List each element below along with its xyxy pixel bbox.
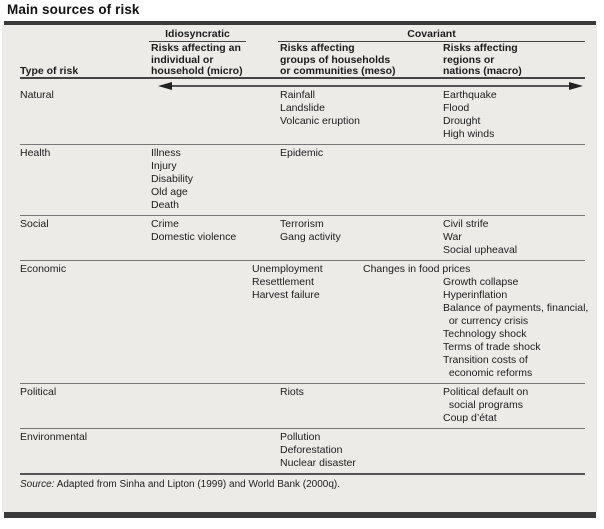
cell-meso: Epidemic — [280, 147, 324, 159]
table-row — [20, 429, 585, 475]
group-header-covariant: Covariant — [278, 28, 585, 42]
source-text: Adapted from Sinha and Lipton (1999) and World Bank (2000q). — [54, 479, 341, 490]
row-label: Natural — [20, 89, 54, 101]
cell-micro: Illness Injury Disability Old age Death — [151, 147, 194, 211]
table-body — [20, 87, 589, 475]
bottom-rule — [4, 512, 596, 518]
header-rule — [20, 77, 585, 79]
row-label: Social — [20, 218, 49, 230]
table-row — [20, 261, 589, 384]
cell-meso-macro: Changes in food prices — [363, 263, 471, 275]
cell-micro: Crime Domestic violence — [151, 218, 237, 243]
cell-meso: Rainfall Landslide Volcanic eruption — [280, 89, 360, 127]
row-label: Environmental — [20, 431, 88, 443]
table-row — [20, 87, 585, 145]
row-label: Political — [20, 386, 57, 398]
cell-macro: Political default on social programs Coup d’état — [443, 386, 529, 424]
source-note — [20, 479, 340, 490]
table-row — [20, 384, 585, 429]
cell-meso: Riots — [280, 386, 304, 398]
cell-macro: Earthquake Flood Drought High winds — [443, 89, 497, 140]
cell-micro-meso: Unemployment Resettlement Harvest failure — [252, 263, 323, 301]
source-label: Source: — [20, 479, 55, 490]
cell-macro: Growth collapse Hyperinflation Balance of payments, financial, or currency crisis Technology shock Terms of trade shock Transition costs of economic reforms — [443, 276, 589, 379]
column-heading-meso: Risks affecting groups of households or communities (meso) — [280, 42, 396, 77]
column-heading-macro: Risks affecting regions or nations (macro) — [443, 42, 522, 77]
cell-meso: Pollution Deforestation Nuclear disaster — [280, 431, 356, 469]
row-label: Economic — [20, 263, 67, 275]
cell-meso: Terrorism Gang activity — [280, 218, 341, 243]
column-heading-micro: Risks affecting an individual or household (micro) — [151, 42, 243, 77]
table-row — [20, 145, 585, 216]
table-row — [20, 216, 585, 261]
row-label-heading: Type of risk — [20, 65, 79, 77]
group-header-idiosyncratic: Idiosyncratic — [149, 28, 246, 42]
page-title: Main sources of risk — [7, 2, 140, 17]
cell-macro: Civil strife War Social upheaval — [443, 218, 518, 256]
row-label: Health — [20, 147, 51, 159]
